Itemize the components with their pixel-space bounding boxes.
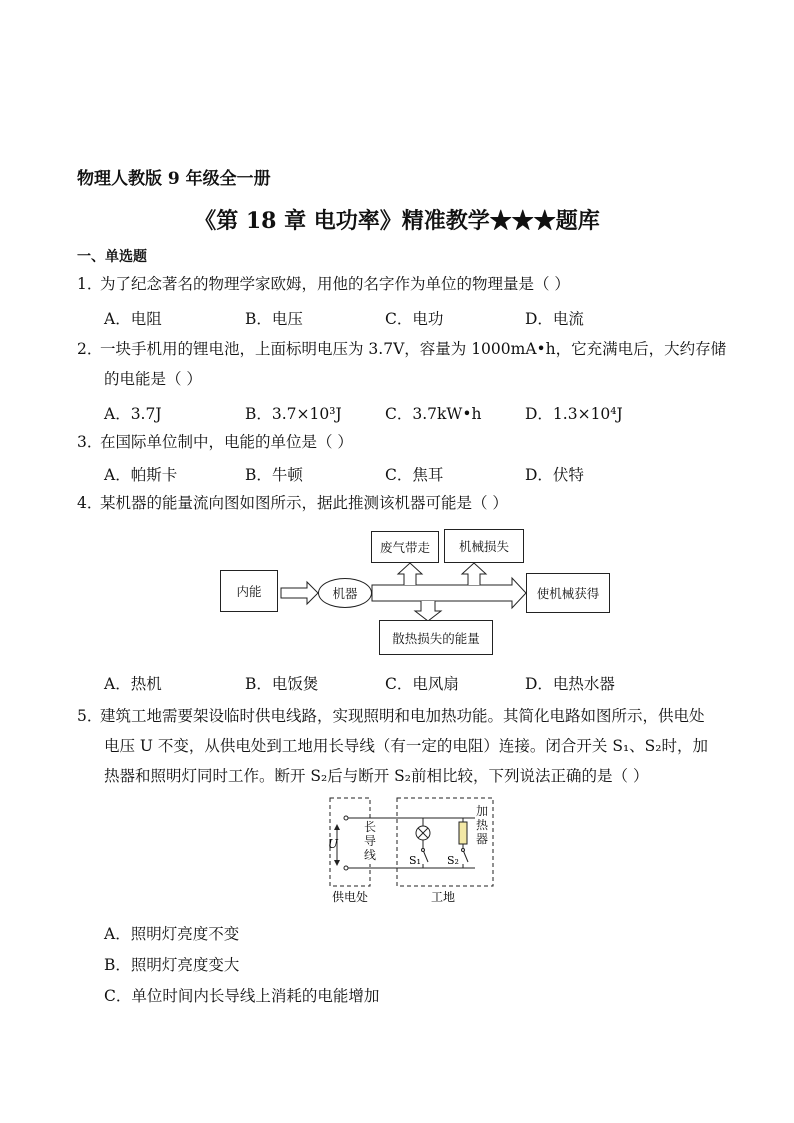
question-number: 1． [77, 275, 103, 293]
option-b[interactable]: B．3.7×10³J [245, 405, 342, 423]
question-text-continued: 的电能是（ ） [104, 370, 202, 388]
question-text: 一块手机用的锂电池，上面标明电压为 3.7V，容量为 1000mA•h，它充满电后，大约存储 [100, 340, 727, 358]
voltage-label: U [327, 837, 338, 851]
heat-loss-arrow [415, 601, 441, 621]
option-c[interactable]: C．电风扇 [385, 675, 459, 693]
option-b[interactable]: B．牛顿 [245, 466, 303, 484]
option-b[interactable]: B．电压 [245, 310, 303, 328]
input-energy-box: 内能 [220, 570, 278, 612]
option-c[interactable]: C．焦耳 [385, 466, 444, 484]
question-text-continued: 电压 U 不变，从供电处到工地用长导线（有一定的电阻）连接。闭合开关 S₁、S₂时，加 [104, 737, 709, 755]
long-wire-label: 长导线 [364, 820, 377, 862]
heater-label: 加热器 [476, 804, 489, 846]
question-text: 建筑工地需要架设临时供电线路，实现照明和电加热功能。其简化电路如图所示，供电处 [100, 707, 705, 725]
option-d[interactable]: D．电热水器 [525, 675, 615, 693]
input-arrow [281, 582, 318, 604]
site-label: 工地 [431, 890, 456, 904]
option-d[interactable]: D．伏特 [525, 466, 584, 484]
heat-loss-box: 散热损失的能量 [379, 620, 493, 655]
option-a[interactable]: A．3.7J [104, 405, 162, 423]
option-d[interactable]: D．1.3×10⁴J [525, 405, 623, 423]
switch-2-label: S₂ [447, 854, 459, 867]
option-c[interactable]: C．单位时间内长导线上消耗的电能增加 [104, 987, 380, 1005]
question-number: 4． [77, 494, 103, 512]
option-a[interactable]: A．电阻 [104, 310, 162, 328]
option-a[interactable]: A．热机 [104, 675, 162, 693]
question-text: 为了纪念著名的物理学家欧姆，用他的名字作为单位的物理量是（ ） [100, 275, 570, 293]
option-a[interactable]: A．照明灯亮度不变 [104, 925, 240, 943]
document-subtitle: 物理人教版 9 年级全一册 [77, 169, 271, 189]
question-text: 某机器的能量流向图如图所示，据此推测该机器可能是（ ） [100, 494, 508, 512]
option-b[interactable]: B．照明灯亮度变大 [104, 956, 240, 974]
switch-1-label: S₁ [409, 854, 421, 867]
exhaust-loss-box: 废气带走 [371, 531, 439, 563]
option-c[interactable]: C．电功 [385, 310, 444, 328]
terminal-bottom [344, 866, 348, 870]
option-b[interactable]: B．电饭煲 [245, 675, 319, 693]
output-energy-box: 使机械获得 [526, 573, 610, 613]
option-a[interactable]: A．帕斯卡 [104, 466, 178, 484]
question-number: 3． [77, 433, 103, 451]
main-flow-arrow [372, 578, 526, 608]
machine-node: 机器 [318, 578, 372, 608]
supply-label: 供电处 [332, 890, 369, 904]
question-number: 2． [77, 340, 103, 358]
mechanical-loss-box: 机械损失 [444, 529, 524, 563]
heater-resistor [459, 822, 467, 844]
option-c[interactable]: C．3.7kW•h [385, 405, 482, 423]
section-heading: 一、单选题 [77, 249, 147, 265]
terminal-top [344, 816, 348, 820]
mechanical-loss-arrow [462, 563, 486, 585]
option-d[interactable]: D．电流 [525, 310, 584, 328]
document-title: 《第 18 章 电功率》精准教学★★★题库 [194, 208, 600, 234]
question-text: 在国际单位制中，电能的单位是（ ） [100, 433, 353, 451]
question-text-continued: 热器和照明灯同时工作。断开 S₂后与断开 S₂前相比较，下列说法正确的是（ ） [104, 767, 649, 785]
exhaust-arrow [398, 563, 422, 585]
question-number: 5． [77, 707, 103, 725]
